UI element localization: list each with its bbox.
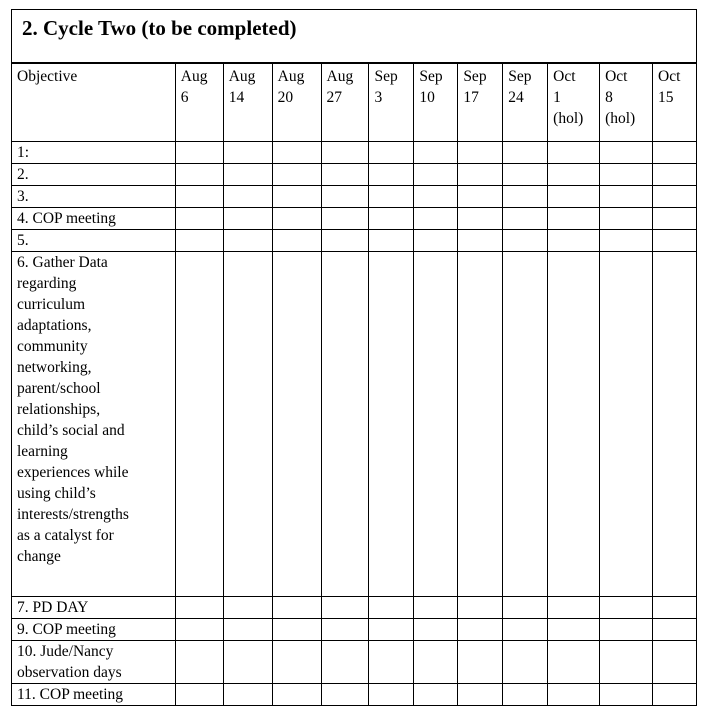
date-column-header	[548, 64, 600, 142]
table-row	[12, 142, 697, 164]
schedule-cell[interactable]	[600, 619, 653, 641]
schedule-cell[interactable]	[600, 252, 653, 597]
objective-cell	[12, 230, 176, 252]
schedule-cell[interactable]	[600, 208, 653, 230]
date-header-line2: 14	[228, 89, 245, 106]
schedule-cell[interactable]	[369, 164, 414, 186]
objective-text: 9. COP meeting	[17, 621, 116, 638]
date-column-header	[414, 64, 458, 142]
schedule-cell[interactable]	[503, 684, 548, 706]
table-row	[12, 186, 697, 208]
schedule-cell[interactable]	[175, 641, 223, 684]
schedule-cell[interactable]	[369, 208, 414, 230]
cycle-two-section	[11, 9, 697, 703]
date-column-header	[600, 64, 653, 142]
schedule-cell[interactable]	[321, 684, 369, 706]
schedule-cell[interactable]	[458, 164, 503, 186]
schedule-cell[interactable]	[653, 252, 697, 597]
schedule-cell[interactable]	[458, 208, 503, 230]
schedule-cell[interactable]	[600, 230, 653, 252]
date-header-line1: Oct	[605, 68, 628, 85]
schedule-cell[interactable]	[272, 641, 321, 684]
schedule-cell[interactable]	[175, 208, 223, 230]
table-row	[12, 684, 697, 706]
schedule-cell[interactable]	[600, 641, 653, 684]
date-header-line1: Aug	[277, 68, 305, 85]
schedule-cell[interactable]	[653, 641, 697, 684]
schedule-cell[interactable]	[223, 252, 272, 597]
schedule-cell[interactable]	[321, 252, 369, 597]
schedule-cell[interactable]	[369, 252, 414, 597]
date-header-line2: 17	[463, 89, 479, 106]
schedule-cell[interactable]	[548, 208, 600, 230]
schedule-cell[interactable]	[175, 597, 223, 619]
schedule-cell[interactable]	[458, 142, 503, 164]
schedule-cell[interactable]	[503, 597, 548, 619]
date-header-line1: Sep	[374, 68, 398, 85]
schedule-cell[interactable]	[414, 230, 458, 252]
schedule-cell[interactable]	[369, 684, 414, 706]
schedule-cell[interactable]	[223, 684, 272, 706]
date-header-line2: 24	[508, 89, 524, 106]
table-row	[12, 230, 697, 252]
objective-text: 5.	[17, 232, 29, 249]
date-header-line2: 8	[605, 89, 613, 106]
schedule-cell[interactable]	[175, 619, 223, 641]
schedule-cell[interactable]	[272, 619, 321, 641]
schedule-cell[interactable]	[223, 597, 272, 619]
schedule-cell[interactable]	[600, 684, 653, 706]
schedule-cell[interactable]	[458, 684, 503, 706]
schedule-cell[interactable]	[548, 641, 600, 684]
schedule-cell[interactable]	[414, 164, 458, 186]
schedule-cell[interactable]	[653, 597, 697, 619]
date-column-header	[503, 64, 548, 142]
schedule-cell[interactable]	[653, 684, 697, 706]
schedule-cell[interactable]	[321, 186, 369, 208]
schedule-cell[interactable]	[272, 186, 321, 208]
table-row	[12, 252, 697, 597]
section-title: 2. Cycle Two (to be completed)	[22, 16, 297, 40]
schedule-cell[interactable]	[223, 186, 272, 208]
schedule-cell[interactable]	[272, 597, 321, 619]
schedule-cell[interactable]	[223, 619, 272, 641]
schedule-cell[interactable]	[272, 684, 321, 706]
schedule-cell[interactable]	[321, 142, 369, 164]
date-header-line2: 3	[374, 89, 383, 106]
objective-text: 1:	[17, 144, 30, 161]
schedule-cell[interactable]	[175, 142, 223, 164]
date-header-line1: Oct	[553, 68, 576, 85]
schedule-cell[interactable]	[369, 230, 414, 252]
schedule-cell[interactable]	[369, 142, 414, 164]
section-title-box	[11, 9, 697, 63]
schedule-cell[interactable]	[653, 186, 697, 208]
schedule-cell[interactable]	[503, 186, 548, 208]
date-header-line1: Sep	[508, 68, 532, 85]
schedule-cell[interactable]	[503, 619, 548, 641]
schedule-cell[interactable]	[369, 597, 414, 619]
schedule-cell[interactable]	[503, 252, 548, 597]
date-header-line1: Sep	[463, 68, 487, 85]
objective-text: 3.	[17, 188, 29, 205]
schedule-cell[interactable]	[600, 597, 653, 619]
objective-cell	[12, 186, 176, 208]
schedule-cell[interactable]	[414, 186, 458, 208]
schedule-cell[interactable]	[548, 252, 600, 597]
schedule-cell[interactable]	[414, 597, 458, 619]
date-header-line1: Aug	[326, 68, 354, 85]
date-header-line1: Sep	[419, 68, 443, 85]
schedule-cell[interactable]	[548, 597, 600, 619]
schedule-cell[interactable]	[369, 641, 414, 684]
objective-text: 2.	[17, 166, 29, 183]
date-column-header	[458, 64, 503, 142]
table-row	[12, 641, 697, 684]
schedule-cell[interactable]	[653, 208, 697, 230]
objective-cell	[12, 164, 176, 186]
schedule-cell[interactable]	[272, 142, 321, 164]
schedule-cell[interactable]	[503, 230, 548, 252]
schedule-cell[interactable]	[548, 619, 600, 641]
date-header-line2: 27	[326, 89, 343, 106]
schedule-cell[interactable]	[223, 641, 272, 684]
table-row	[12, 208, 697, 230]
schedule-cell[interactable]	[458, 230, 503, 252]
schedule-cell[interactable]	[458, 186, 503, 208]
date-header-line2: 6	[180, 89, 189, 106]
objective-cell	[12, 641, 176, 684]
schedule-cell[interactable]	[369, 619, 414, 641]
date-column-header	[223, 64, 272, 142]
date-header-line1: Aug	[228, 68, 256, 85]
objective-text: 6. Gather Data regarding curriculum adaptations, community networking, parent/school relationships, child’s social and learning experiences while using child’s interests/strengths as a catalyst for change	[17, 254, 129, 565]
date-header-line1: Oct	[658, 68, 681, 85]
date-column-header	[653, 64, 697, 142]
schedule-cell[interactable]	[175, 164, 223, 186]
schedule-table	[11, 63, 697, 706]
schedule-cell[interactable]	[321, 230, 369, 252]
schedule-cell[interactable]	[458, 619, 503, 641]
schedule-cell[interactable]	[321, 619, 369, 641]
schedule-cell[interactable]	[600, 142, 653, 164]
schedule-cell[interactable]	[548, 142, 600, 164]
schedule-cell[interactable]	[223, 208, 272, 230]
schedule-cell[interactable]	[548, 186, 600, 208]
schedule-cell[interactable]	[414, 208, 458, 230]
schedule-cell[interactable]	[548, 230, 600, 252]
header-row	[12, 64, 697, 142]
schedule-cell[interactable]	[414, 684, 458, 706]
schedule-cell[interactable]	[548, 684, 600, 706]
schedule-cell[interactable]	[175, 186, 223, 208]
schedule-cell[interactable]	[272, 252, 321, 597]
date-header-line2: 20	[277, 89, 294, 106]
schedule-cell[interactable]	[321, 641, 369, 684]
date-header-line3: (hol)	[605, 110, 636, 127]
schedule-cell[interactable]	[414, 619, 458, 641]
schedule-cell[interactable]	[600, 186, 653, 208]
schedule-cell[interactable]	[503, 641, 548, 684]
schedule-cell[interactable]	[503, 142, 548, 164]
table-row	[12, 597, 697, 619]
table-row	[12, 619, 697, 641]
schedule-cell[interactable]	[321, 164, 369, 186]
date-header-line2: 1	[553, 89, 561, 106]
schedule-cell[interactable]	[175, 230, 223, 252]
schedule-cell[interactable]	[503, 208, 548, 230]
date-header-line2: 15	[658, 89, 674, 106]
schedule-cell[interactable]	[272, 230, 321, 252]
schedule-cell[interactable]	[458, 597, 503, 619]
objective-cell	[12, 208, 176, 230]
schedule-cell[interactable]	[600, 164, 653, 186]
schedule-cell[interactable]	[272, 208, 321, 230]
schedule-cell[interactable]	[414, 641, 458, 684]
schedule-cell[interactable]	[321, 597, 369, 619]
date-column-header	[369, 64, 414, 142]
schedule-cell[interactable]	[321, 208, 369, 230]
date-column-header	[175, 64, 223, 142]
schedule-cell[interactable]	[653, 230, 697, 252]
date-column-header	[272, 64, 321, 142]
schedule-cell[interactable]	[272, 164, 321, 186]
schedule-cell[interactable]	[458, 252, 503, 597]
schedule-cell[interactable]	[653, 164, 697, 186]
objective-text: 7. PD DAY	[17, 599, 89, 616]
objective-cell	[12, 684, 176, 706]
schedule-cell[interactable]	[653, 619, 697, 641]
schedule-cell[interactable]	[653, 142, 697, 164]
table-row	[12, 164, 697, 186]
objective-cell	[12, 142, 176, 164]
schedule-cell[interactable]	[369, 186, 414, 208]
schedule-cell[interactable]	[223, 230, 272, 252]
schedule-cell[interactable]	[548, 164, 600, 186]
schedule-cell[interactable]	[175, 684, 223, 706]
schedule-cell[interactable]	[458, 641, 503, 684]
schedule-cell[interactable]	[414, 142, 458, 164]
objective-text: 10. Jude/Nancy observation days	[17, 643, 122, 681]
objective-cell	[12, 619, 176, 641]
objective-header: Objective	[12, 64, 176, 142]
objective-cell	[12, 597, 176, 619]
objective-text: 11. COP meeting	[17, 686, 124, 703]
date-column-header	[321, 64, 369, 142]
schedule-cell[interactable]	[503, 164, 548, 186]
objective-cell	[12, 252, 176, 597]
date-header-line2: 10	[419, 89, 435, 106]
objective-text: 4. COP meeting	[17, 210, 116, 227]
schedule-cell[interactable]	[223, 164, 272, 186]
schedule-cell[interactable]	[175, 252, 223, 597]
date-header-line3: (hol)	[553, 110, 584, 127]
schedule-cell[interactable]	[414, 252, 458, 597]
date-header-line1: Aug	[180, 68, 208, 85]
schedule-cell[interactable]	[223, 142, 272, 164]
